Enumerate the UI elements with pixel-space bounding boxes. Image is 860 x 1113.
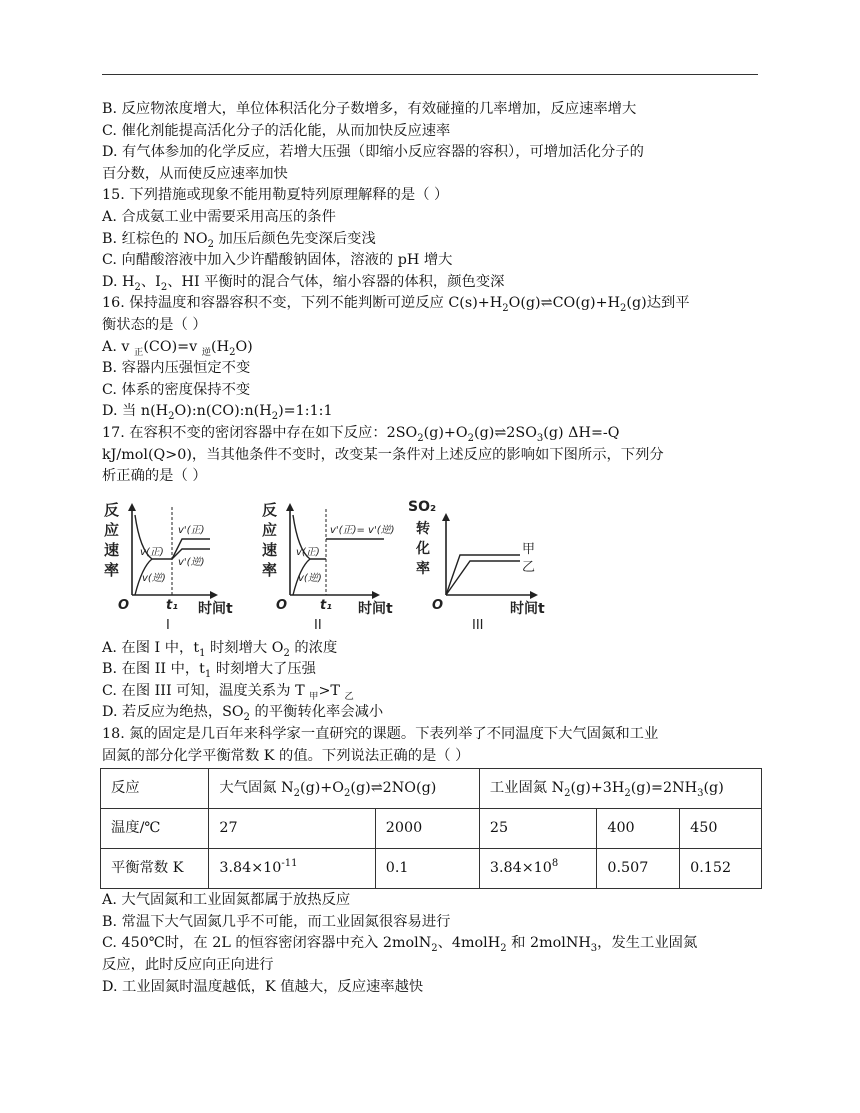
fig3-ylabel-char: SO₂ [408,498,437,515]
figure-3 [408,495,558,640]
fig2-ylabel-char: 速 [262,540,278,559]
table-cell: 大气固氮 $N_2(g)+O_2(g)\rightleftharpoons 2NO(g)$ [209,769,480,809]
fig1-roman: I [166,617,170,632]
fig3-ylabel-char: 转 [416,520,430,537]
fig2-ylabel-char: 应 [262,520,278,539]
fig3-series-yi [446,561,520,595]
text-line: C. 催化剂能提高活化分子的活化能，从而加快反应速率 [102,122,451,139]
table-cell: 450 [680,809,762,849]
table-row [101,769,762,809]
q15-option-b: B. 红棕色的 $NO_2$ 加压后颜色先变深后变浅 [102,230,376,250]
fig3-series-jia-label: 甲 [522,541,536,557]
table-cell: 温度/℃ [101,809,209,849]
q17-option-c: C. 在图 III 可知，温度关系为 T $_甲$>T $_乙$ [102,682,354,702]
fig3-roman: III [472,617,484,632]
fig1-v-forward-label: v(正) [140,546,164,558]
table-cell: 25 [479,809,596,849]
q16-option-c: C. 体系的密度保持不变 [102,381,251,398]
q15-stem: 15. 下列措施或现象不能用勒夏特列原理解释的是（ ） [102,187,449,204]
table-cell: 0.507 [597,849,680,889]
table-cell: $3.84\times 10^{-11}$ [209,849,375,889]
q17-option-a: A. 在图 I 中，$t_1$ 时刻增大 $O_2$ 的浓度 [102,639,338,659]
table-cell: 0.152 [680,849,762,889]
figure-2 [260,495,410,640]
fig2-v-forward-label: v(正) [296,546,320,558]
fig2-xlabel: 时间t [358,600,393,617]
text-line: D. 有气体参加的化学反应，若增大压强（即缩小反应容器的容积），可增加活化分子的 [102,144,644,161]
q18-option-a: A. 大气固氮和工业固氮都属于放热反应 [102,892,351,909]
fig1-v-reverse-label: v(逆) [142,572,166,584]
fig1-ylabel-char: 反 [104,500,120,519]
header-rule [102,74,758,75]
q18-option-c: C. 450℃时，在 2L 的恒容密闭容器中充入 2molN$_2$、4molH$_2$ 和 2molNH$_3$，发生工业固氮 [102,935,698,955]
fig2-v-reverse-label: v(逆) [298,572,322,584]
q17-stem: 17. 在容积不变的密闭容器中存在如下反应：$2SO_2(g)+O_2(g)\rightleftharpoons 2SO_3(g)$ ΔH=-Q [102,424,620,444]
q16-option-d: D. 当 $n(H_2O):n(CO):n(H_2)=1:1:1$ [102,403,333,423]
fig3-x-arrow [530,591,538,599]
fig1-ylabel-char: 率 [104,560,120,579]
fig2-ylabel-char: 反 [262,500,278,519]
q18-option-d: D. 工业固氮时温度越低，K 值越大，反应速率越快 [102,978,424,995]
q15-option-c: C. 向醋酸溶液中加入少许醋酸钠固体，溶液的 pH 增大 [102,252,453,269]
table-cell: 0.1 [375,849,479,889]
table-cell: 400 [597,809,680,849]
fig1-v2-reverse-label: v'(逆) [178,556,205,568]
q17-figures [102,495,762,632]
q15-option-a: A. 合成氨工业中需要采用高压的条件 [102,208,336,225]
fig1-ylabel-char: 速 [104,540,120,559]
q17-option-d: D. 若反应为绝热，$SO_2$ 的平衡转化率会减小 [102,704,384,724]
document-body [102,99,762,998]
q17-stem-cont: 析正确的是（ ） [102,468,207,485]
fig1-origin: O [118,597,130,613]
table-cell: $3.84\times 10^8$ [479,849,596,889]
fig1-v2-forward-label: v'(正) [178,524,205,536]
q16-option-b: B. 容器内压强恒定不变 [102,360,251,377]
table-row [101,849,762,889]
q18-stem: 18. 氮的固定是几百年来科学家一直研究的课题。下表列举了不同温度下大气固氮和工业 [102,726,659,743]
text-line: B. 反应物浓度增大，单位体积活化分子数增多，有效碰撞的几率增加，反应速率增大 [102,101,637,117]
fig2-roman: II [314,617,322,632]
table-cell: 2000 [375,809,479,849]
table-row [101,809,762,849]
fig2-y-arrow [286,503,294,511]
fig2-ylabel-char: 率 [262,560,278,579]
text-line: 百分数，从而使反应速率加快 [102,165,288,182]
fig1-y-arrow [128,503,136,511]
table-cell: 27 [209,809,375,849]
fig1-x-arrow [210,591,218,599]
q17-stem-cont: kJ/mol(Q>0)，当其他条件不变时，改变某一条件对上述反应的影响如下图所示，下列分 [102,446,664,463]
fig1-t1-label: t₁ [166,597,178,613]
fig1-ylabel-char: 应 [104,520,120,539]
fig3-origin: O [432,597,444,613]
nitrogen-fixation-table [100,768,762,889]
fig3-series-yi-label: 乙 [522,559,536,575]
fig2-x-arrow [372,591,380,599]
q18-stem-cont: 固氮的部分化学平衡常数 K 的值。下列说法正确的是（ ） [102,747,470,764]
q15-option-d: D. $H_2$、$I_2$、HI 平衡时的混合气体，缩小容器的体积，颜色变深 [102,273,505,293]
fig2-origin: O [276,597,288,613]
table-cell: 工业固氮 $N_2(g)+3H_2(g)=2NH_3(g)$ [479,769,761,809]
table-cell: 反应 [101,769,209,809]
q16-option-a: A. v $_正$(CO)=v $_逆(H_2O)$ [102,338,253,358]
fig3-y-arrow [442,513,450,521]
q16-stem: 16. 保持温度和容器容积不变，下列不能判断可逆反应 $C(s)+H_2O(g)\rightleftharpoons CO(g)+H_2(g)$达到平 [102,295,690,315]
fig3-ylabel-char: 化 [416,540,430,557]
q17-option-b: B. 在图 II 中，$t_1$ 时刻增大了压强 [102,661,316,681]
table-cell: 平衡常数 K [101,849,209,889]
fig3-ylabel-char: 率 [416,560,430,577]
fig2-t1-label: t₁ [320,597,332,613]
q18-option-b: B. 常温下大气固氮几乎不可能，而工业固氮很容易进行 [102,913,451,930]
fig1-xlabel: 时间t [198,600,233,617]
fig3-xlabel: 时间t [510,600,545,617]
fig2-v-equal-label: v'(正)= v'(逆) [330,524,395,536]
q16-stem-cont: 衡状态的是（ ） [102,316,207,333]
figure-1 [102,495,247,640]
q18-option-c-cont: 反应，此时反应向正向进行 [102,957,274,974]
